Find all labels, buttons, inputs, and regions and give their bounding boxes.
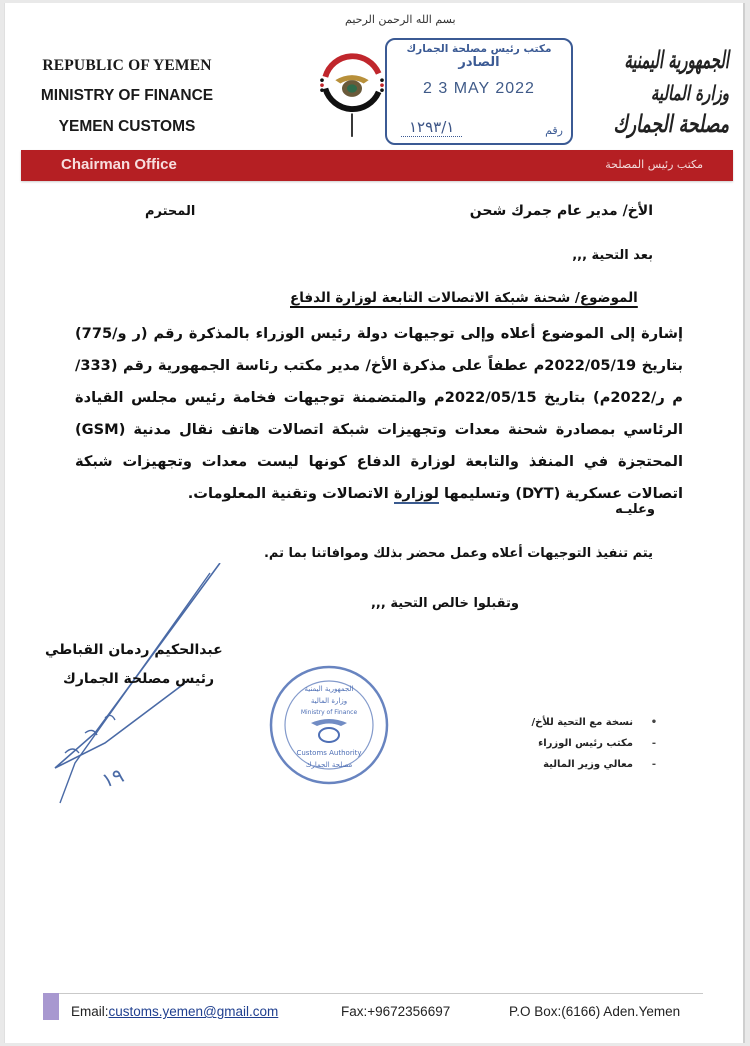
email-label: Email:	[71, 1004, 109, 1019]
accordingly-label: وعليـه	[615, 502, 655, 517]
letter-page	[4, 3, 745, 1043]
outgoing-stamp	[385, 38, 573, 145]
dash-icon: -	[651, 738, 657, 749]
seal-text-customs: مصلحة الجمارك	[305, 761, 353, 769]
email-link[interactable]: customs.yemen@gmail.com	[108, 1004, 279, 1019]
stamp-date: 2 3 MAY 2022	[423, 80, 535, 97]
closing-salutation: وتقبلوا خالص التحية ,,,	[370, 596, 519, 611]
body-text-start: إشارة إلى الموضوع أعلاه وإلى توجيهات دولة رئيس الوزراء بالمذكرة رقم (ر و/775) بتاريخ 2022/05/19م عطفاً على مذكرة الأخ/ مدير مكتب رئاسة الجمهورية رقم (333/م ر/2022م) بتاريخ 2022/05/15م والمتضمنة توجيهات فخامة رئيس مجلس القيادة الرئاسي بمصادرة شحنة معدات وتجهيزات شبكة اتصالات هاتف نقال مدنية (GSM) المحتجزة في المنفذ والتابعة لوزارة الدفاع كونها ليست معدات وتجهيزات شبكة اتصالات عسكرية (DYT) وتسليمها	[75, 325, 684, 502]
subject-line: الموضوع/ شحنة شبكة الاتصالات التابعة لوزارة الدفاع	[290, 290, 638, 306]
footer-email	[71, 1004, 278, 1019]
footer-fax: Fax:+9672356697	[341, 1004, 451, 1019]
seal-text-ministry-ar: وزارة المالية	[310, 697, 348, 705]
greeting: بعد التحية ,,,	[572, 248, 653, 263]
stamp-title: مكتب رئيس مصلحة الجمارك	[406, 43, 552, 55]
letterhead-ministry: MINISTRY OF FINANCE	[40, 87, 214, 104]
band-english: Chairman Office	[61, 156, 177, 173]
letterhead-arabic-customs: مصلحة الجمارك	[613, 109, 729, 138]
stamp-number: ١٢٩٣/١	[401, 118, 462, 137]
cc-text: مكتب رئيس الوزراء	[538, 738, 633, 749]
bullet-icon: •	[650, 717, 658, 728]
letterhead-arabic-ministry: وزارة المالية	[650, 81, 729, 105]
signer-name: عبدالحكيم ردمان القباطي	[45, 642, 223, 658]
seal-text-ministry-en: Ministry of Finance	[300, 709, 358, 716]
footer-pobox: P.O Box:(6166) Aden.Yemen	[509, 1004, 681, 1019]
letterhead-republic: REPUBLIC OF YEMEN	[42, 57, 212, 74]
footer-divider	[43, 993, 703, 994]
signature-number: ١٩	[98, 762, 127, 793]
footer-accent	[43, 993, 59, 1020]
customs-authority-seal	[267, 663, 391, 787]
seal-text-authority: Customs Authority	[296, 749, 362, 757]
letterhead-arabic-republic: الجمهورية اليمنية	[624, 45, 729, 74]
recipient: الأخ/ مدير عام جمرك شحن	[469, 203, 653, 219]
basmala: بسم الله الرحمن الرحيم	[345, 13, 456, 26]
body-text-end: الاتصالات وتقنية المعلومات.	[187, 485, 394, 502]
dash-icon: -	[651, 759, 657, 770]
cc-text: نسخة مع التحية للأخ/	[531, 717, 633, 728]
band-arabic: مكتب رئيس المصلحة	[605, 158, 703, 171]
signer-title: رئيس مصلحة الجمارك	[63, 671, 215, 687]
execution-instruction: يتم تنفيذ التوجيهات أعلاه وعمل محضر بذلك وموافاتنا بما تم.	[263, 546, 653, 561]
handwritten-signature	[35, 563, 235, 813]
cc-item	[532, 712, 662, 733]
cc-item	[532, 733, 662, 754]
chairman-office-band	[21, 150, 733, 181]
cc-item	[532, 754, 662, 775]
seal-text-republic: الجمهورية اليمنية	[304, 685, 354, 693]
yemen-customs-logo	[317, 33, 387, 149]
copies-list	[532, 712, 662, 775]
cc-text: معالي وزير المالية	[543, 759, 633, 770]
body-underlined-word: لوزارة	[393, 485, 439, 502]
letterhead-customs: YEMEN CUSTOMS	[58, 118, 196, 135]
letter-body	[75, 318, 683, 510]
stamp-label: الصادر	[458, 55, 500, 70]
respected-label: المحترم	[145, 204, 196, 219]
stamp-number-label: رقم	[545, 124, 563, 137]
